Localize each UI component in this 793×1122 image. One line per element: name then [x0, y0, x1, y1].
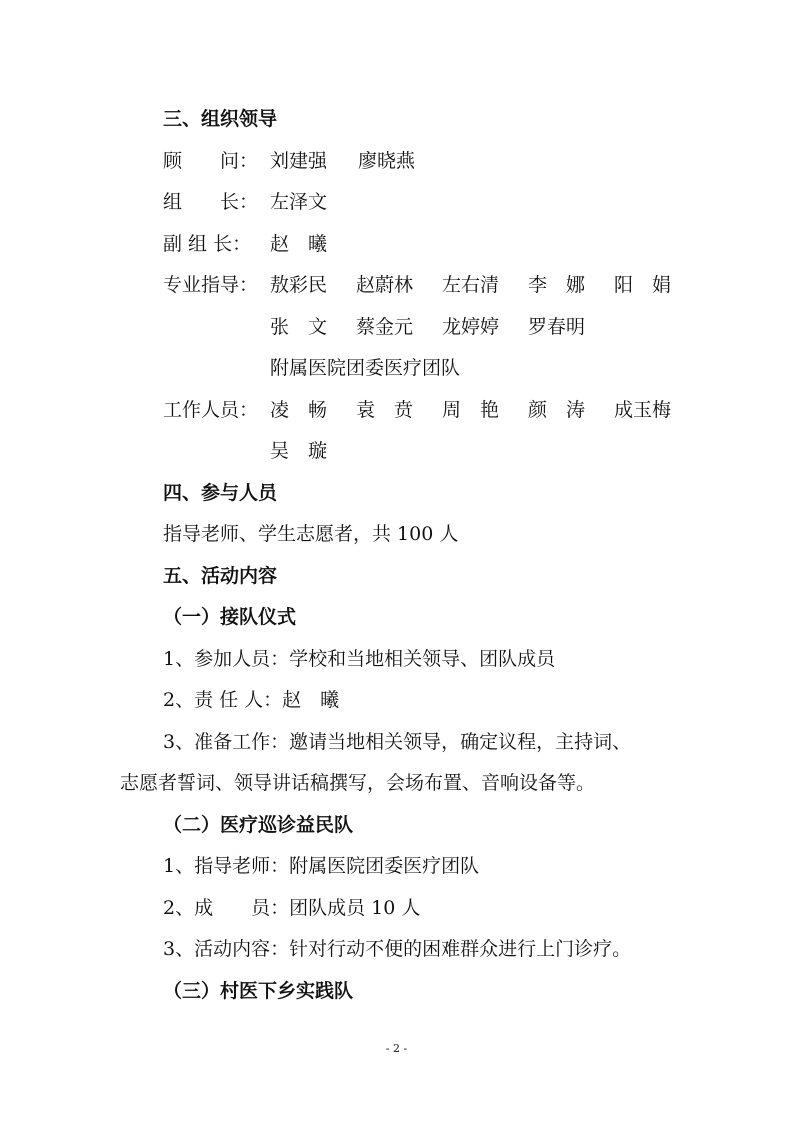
- subsection-heading-welcome: （一）接队仪式: [163, 606, 297, 628]
- advisor-name: 廖晓燕: [358, 150, 416, 172]
- staff-row-1: [270, 398, 671, 422]
- guide-row-3: 附属医院团委医疗团队: [270, 357, 461, 379]
- medical-item-3: 3、活动内容：针对行动不便的困难群众进行上门诊疗。: [163, 938, 632, 960]
- advisor-name: 刘建强: [270, 150, 328, 172]
- participants-text: 指导老师、学生志愿者，共 100 人: [163, 523, 459, 545]
- subsection-heading-medical: （二）医疗巡诊益民队: [163, 814, 354, 836]
- guide-row-1: [270, 273, 671, 297]
- guide-name: 赵蔚林: [356, 274, 414, 296]
- medical-item-1: 1、指导老师：附属医院团委医疗团队: [163, 855, 480, 877]
- welcome-item-2: 2、责 任 人：赵 曦: [163, 689, 340, 711]
- page-number: - 2 -: [385, 1042, 408, 1055]
- welcome-item-3-line-2: 志愿者誓词、领导讲话稿撰写，会场布置、音响设备等。: [120, 772, 596, 794]
- guide-label: 专业指导：: [163, 274, 259, 296]
- guide-row-2: [270, 315, 585, 339]
- staff-name: 袁 贲: [356, 399, 414, 421]
- staff-label: 工作人员：: [163, 399, 259, 421]
- staff-name: 凌 畅: [270, 399, 328, 421]
- guide-name: 李 娜: [528, 274, 586, 296]
- subsection-heading-village-doctor: （三）村医下乡实践队: [163, 980, 354, 1002]
- medical-item-2: 2、成 员：团队成员 10 人: [163, 897, 421, 919]
- guide-name: 左右清: [442, 274, 500, 296]
- leader-label: 组 长：: [163, 191, 259, 213]
- guide-name: 阳 娟: [614, 274, 672, 296]
- staff-name: 颜 涛: [528, 399, 586, 421]
- deputy-label: 副 组 长：: [163, 233, 252, 255]
- guide-name: 龙婷婷: [442, 316, 500, 338]
- staff-name: 成玉梅: [614, 399, 672, 421]
- section-heading-activities: 五、活动内容: [163, 565, 278, 587]
- section-heading-organization: 三、组织领导: [163, 108, 278, 130]
- advisor-label: 顾 问：: [163, 150, 259, 172]
- deputy-name: 赵 曦: [270, 233, 328, 255]
- staff-row-2: 吴 璇: [270, 440, 328, 462]
- guide-name: 蔡金元: [356, 316, 414, 338]
- advisor-names: [270, 149, 415, 173]
- staff-name: 周 艳: [442, 399, 500, 421]
- section-heading-participants: 四、参与人员: [163, 482, 278, 504]
- welcome-item-3-line-1: 3、准备工作：邀请当地相关领导，确定议程，主持词、: [163, 731, 632, 753]
- guide-name: 张 文: [270, 316, 328, 338]
- guide-name: 敖彩民: [270, 274, 328, 296]
- welcome-item-1: 1、参加人员：学校和当地相关领导、团队成员: [163, 648, 556, 670]
- guide-name: 罗春明: [528, 316, 586, 338]
- leader-name: 左泽文: [270, 191, 328, 213]
